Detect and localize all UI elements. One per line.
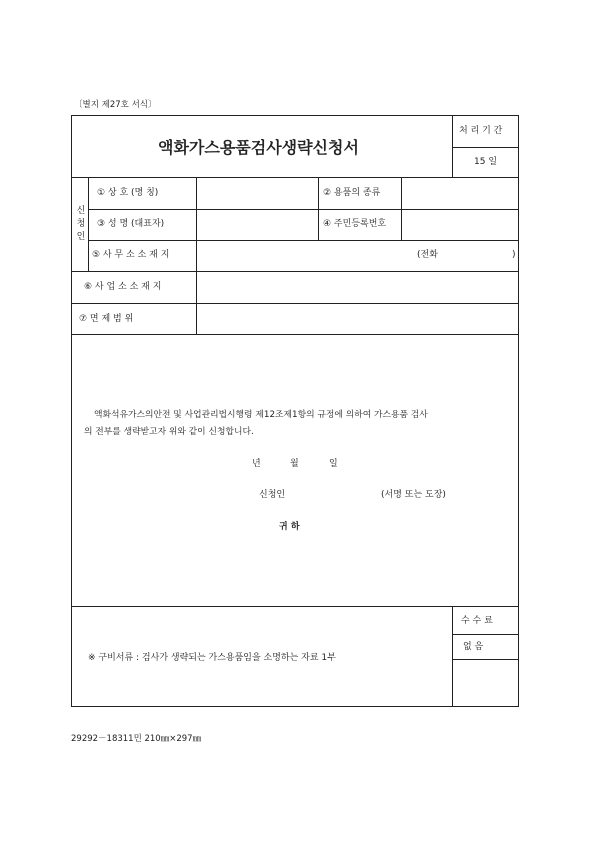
form-code: 〔별지 제27호 서식〕 (74, 100, 157, 110)
office-address-field[interactable] (197, 241, 407, 270)
processing-divider (452, 147, 518, 148)
resident-number-field[interactable] (402, 210, 517, 239)
phone-field[interactable] (441, 241, 511, 270)
phone-label: (전화 (417, 250, 438, 260)
company-name-label: ① 상 호 (명 칭) (97, 188, 159, 198)
representative-name-field[interactable] (197, 210, 317, 239)
applicant-signature-label: 신청인 (259, 490, 286, 500)
applicant-group-text: 신청인 (76, 206, 86, 242)
exemption-scope-field[interactable] (197, 304, 517, 333)
resident-number-label: ④ 주민등록번호 (323, 219, 387, 229)
form-title: 액화가스용품검사생략신청서 (158, 138, 359, 157)
fee-column-divider (452, 606, 453, 706)
addressee-label: 귀 하 (279, 522, 300, 532)
phone-close-paren: ) (512, 250, 516, 260)
applicant-signature-field[interactable] (295, 484, 375, 502)
frame-right (518, 115, 519, 706)
workplace-address-label: ⑥ 사 업 소 소 재 지 (84, 282, 162, 292)
applicant-group-label (76, 205, 86, 244)
statement-line-2: 의 전부를 생략받고자 위와 같이 신청합니다. (84, 427, 254, 437)
processing-period-value: 15 일 (474, 157, 498, 167)
processing-period-label: 처 리 기 간 (459, 126, 503, 136)
date-year-label: 년 (252, 459, 261, 469)
workplace-address-field[interactable] (197, 272, 517, 302)
office-address-label: ⑤ 사 무 소 소 재 지 (92, 250, 170, 260)
fee-label: 수 수 료 (461, 616, 493, 626)
print-info: 29292－18311민 210㎜×297㎜ (71, 734, 202, 744)
applicant-group-divider (88, 177, 89, 271)
fee-value: 없 음 (463, 642, 484, 652)
date-day-label: 일 (329, 459, 338, 469)
frame-bottom (71, 706, 519, 707)
company-name-field[interactable] (197, 178, 317, 208)
title-divider (452, 115, 453, 177)
exemption-scope-label: ⑦ 면 제 범 위 (79, 314, 134, 324)
required-documents-note: ※ 구비서류 : 검사가 생략되는 가스용품임을 소명하는 자료 1부 (88, 653, 336, 663)
product-type-field[interactable] (402, 178, 517, 208)
date-month-label: 월 (290, 459, 299, 469)
product-type-label: ② 용품의 종류 (323, 188, 381, 198)
fee-line-1 (452, 634, 518, 635)
middle-divider-left (318, 177, 319, 240)
statement-line-1: 액화석유가스의안전 및 사업관리법시행령 제12조제1항의 규정에 의하여 가스용품 검사 (94, 410, 428, 420)
representative-name-label: ③ 성 명 (대표자) (97, 219, 165, 229)
signature-hint: (서명 또는 도장) (381, 490, 446, 500)
row-line-6 (71, 334, 519, 335)
fee-line-2 (452, 659, 518, 660)
frame-left (71, 115, 72, 706)
